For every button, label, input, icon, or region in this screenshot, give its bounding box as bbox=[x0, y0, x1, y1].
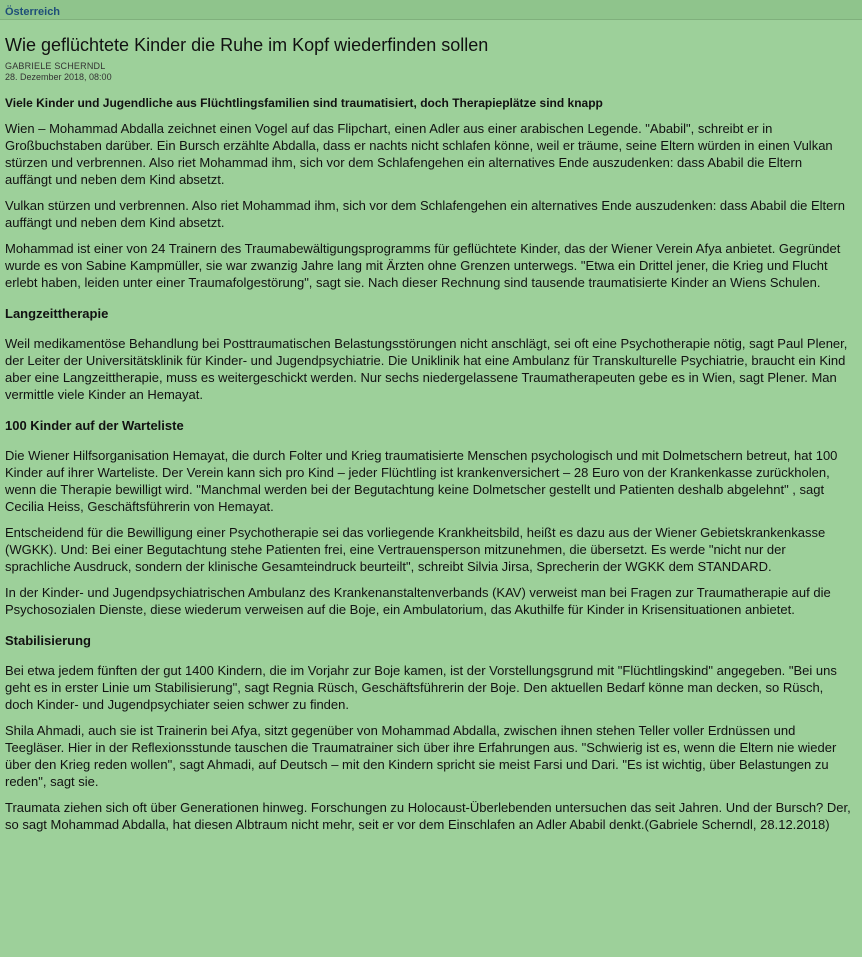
article-paragraph: Traumata ziehen sich oft über Generationen hinweg. Forschungen zu Holocaust-Überlebenden untersuchen das seit Jahren. Und der Bursch? Der, so sagt Mohammad Abdalla, hat diesen Albtraum nicht mehr, seit er vor dem Einschlafen an Adler Ababil denkt.(Gabriele Scherndl, 28.12.2018) bbox=[5, 800, 851, 832]
section-heading: Langzeittherapie bbox=[5, 306, 109, 321]
article-paragraph: In der Kinder- und Jugendpsychiatrischen Ambulanz des Krankenanstaltenverbands (KAV) verweist man bei Fragen zur Traumatherapie auf die Psychosozialen Dienste, diese wiederum verweisen auf die Boje, ein Ambulatorium, das Akuthilfe für Kinder in Krisensituationen anbietet. bbox=[5, 585, 831, 617]
article-paragraph: Entscheidend für die Bewilligung einer Psychotherapie sei das vorliegende Krankheitsbild, heißt es dazu aus der Wiener Gebietskrankenkasse (WGKK). Und: Bei einer Begutachtung stehe Patienten frei, eine Vertrauensperson mitzunehmen, die übersetzt. Es werde "nicht nur der sprachliche Ausdruck, sondern der klinische Gesamteindruck beurteilt", schreibt Silvia Jirsa, Sprecherin der WGKK dem STANDARD. bbox=[5, 525, 826, 574]
article-lead: Viele Kinder und Jugendliche aus Flüchtlingsfamilien sind traumatisiert, doch Therapieplätze sind knapp bbox=[5, 96, 603, 110]
category-bar bbox=[0, 0, 862, 20]
category-link[interactable]: Österreich bbox=[5, 6, 61, 18]
article-paragraph: Vulkan stürzen und verbrennen. Also riet Mohammad ihm, sich vor dem Schlafengehen ein alternatives Ende auszudenken: dass Ababil die Eltern auffängt und neben dem Kind absetzt. bbox=[5, 198, 845, 230]
article-paragraph: Shila Ahmadi, auch sie ist Trainerin bei Afya, sitzt gegenüber von Mohammad Abdalla, zwischen ihnen stehen Teller voller Erdnüssen und Teegläser. Hier in der Reflexionsstunde tauschen die Traumatrainer sich über ihre Erfahrungen aus. "Schwierig ist es, wenn die Eltern nie wieder über den Krieg reden wollen", sagt Ahmadi, auf Deutsch – mit den Kindern spricht sie meist Farsi und Dari. "Es ist wichtig, über Belastungen zu reden", sagt sie. bbox=[5, 723, 837, 789]
article bbox=[0, 35, 862, 833]
article-paragraph: Wien – Mohammad Abdalla zeichnet einen Vogel auf das Flipchart, einen Adler aus einer arabischen Legende. "Ababil", schreibt er in Großbuchstaben darüber. Ein Bursch erzählte Abdalla, dass er nachts nicht schlafen könne, weil er träume, seine Eltern würden in einen Vulkan stürzen und verbrennen. Also riet Mohammad ihm, sich vor dem Schlafengehen ein alternatives Ende auszudenken: dass Ababil die Eltern auffängt und neben dem Kind absetzt. bbox=[5, 121, 833, 187]
article-date: 28. Dezember 2018, 08:00 bbox=[5, 72, 112, 82]
section-heading: 100 Kinder auf der Warteliste bbox=[5, 418, 184, 433]
article-paragraph: Die Wiener Hilfsorganisation Hemayat, die durch Folter und Krieg traumatisierte Menschen psychologisch und mit Dolmetschern betreut, hat 100 Kinder auf ihrer Warteliste. Der Verein kann sich pro Kind – jeder Flüchtling ist krankenversichert – 28 Euro von der Krankenkasse zurückholen, wenn die Therapie bewilligt wird. "Manchmal werden bei der Begutachtung keine Dolmetscher gestellt und Patienten deshalb abgelehnt" , sagt Cecilia Heiss, Geschäftsführerin von Hemayat. bbox=[5, 448, 838, 514]
article-author: GABRIELE SCHERNDL bbox=[5, 61, 106, 71]
article-paragraph: Weil medikamentöse Behandlung bei Posttraumatischen Belastungsstörungen nicht anschlägt, sei oft eine Psychotherapie nötig, sagt Paul Plener, der Leiter der Universitätsklinik für Kinder- und Jugendpsychiatrie. Die Uniklinik hat eine Ambulanz für Transkulturelle Psychiatrie, braucht ein Kind aber eine Langzeittherapie, muss es weitergeschickt werden. Nur sechs niedergelassene Traumatherapeuten gebe es in Wien, sagt Plener. Man vermittle viele Kinder an Hemayat. bbox=[5, 336, 848, 402]
article-paragraph: Bei etwa jedem fünften der gut 1400 Kindern, die im Vorjahr zur Boje kamen, ist der Vorstellungsgrund mit "Flüchtlingskind" angegeben. "Bei uns geht es in erster Linie um Stabilisierung", sagt Regnia Rüsch, Geschäftsführerin der Boje. Den aktuellen Bedarf könne man decken, so Rüsch, doch Kinder- und Jugendpsychiater seien schwer zu finden. bbox=[5, 663, 837, 712]
article-title: Wie geflüchtete Kinder die Ruhe im Kopf wiederfinden sollen bbox=[5, 35, 489, 55]
section-heading: Stabilisierung bbox=[5, 633, 91, 648]
article-paragraph: Mohammad ist einer von 24 Trainern des Traumabewältigungsprogramms für geflüchtete Kinder, das der Wiener Verein Afya anbietet. Gegründet wurde es von Sabine Kampmüller, sie war zwanzig Jahre lang mit Ärzten ohne Grenzen unterwegs. "Etwa ein Drittel jener, die Krieg und Flucht erlebt haben, leiden unter einer Traumafolgestörung", sagt sie. Nach dieser Rechnung sind tausende traumatisierte Kinder an Wiens Schulen. bbox=[5, 241, 841, 290]
